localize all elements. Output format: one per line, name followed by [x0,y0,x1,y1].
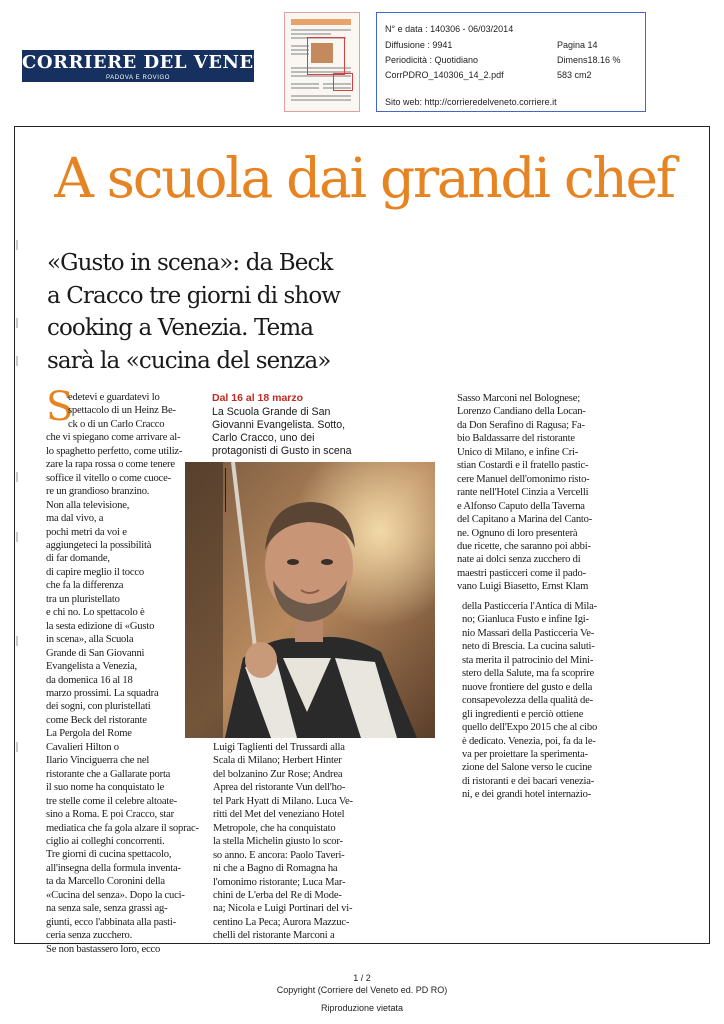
text-line: Aprea del ristorante Vun dell'ho- [213,782,346,794]
text-line: ristorante che a Gallarate porta [46,768,171,780]
text-line: giunti, ecco l'abbinata alla pasti- [46,916,176,928]
text-line: Evangelista a Venezia, [46,661,137,673]
text-line: di ristoranti e dei bacari venezia- [462,775,595,787]
logo-title: CORRIERE DEL VENETO [22,52,284,73]
text-line: l'omonimo ristorante; Luca Mar- [213,876,346,888]
text-line: è dedicato. Venezia, poi, fa da le- [462,735,596,747]
margin-mark [16,356,18,366]
caption-line: La Scuola Grande di San [212,406,331,418]
text-line: spettacolo di un Heinz Be- [68,405,176,417]
text-line: ciglio ai colleghi concorrenti. [46,835,165,847]
article-headline: A scuola dai grandi chef [54,146,674,210]
text-line: due ricette, che saranno poi abbi- [457,540,591,552]
text-line: e Alfonso Caputo della Taverna [457,500,585,512]
margin-mark [16,240,18,250]
text-line: tel Park Hyatt di Milano. Luca Ve- [213,795,353,807]
margin-mark [16,742,18,752]
subhead-line: «Gusto in scena»: da Beck [47,250,333,276]
article-subheadline [47,247,377,377]
margin-mark [16,472,18,482]
subhead-line: cooking a Venezia. Tema [47,315,314,341]
article-column-1 [46,391,206,956]
text-line: sino a Roma. E poi Cracco, star [46,809,174,821]
info-area: 583 cm2 [557,70,592,80]
text-line: ck o di un Carlo Cracco [68,418,165,430]
margin-mark [16,532,18,542]
text-line: na; Nicola e Luigi Portinari del vi- [213,903,353,915]
text-line: del bolzanino Zur Rose; Andrea [213,768,343,780]
text-line: pochi metri da voi e [46,526,127,538]
text-line: la stella Michelin giusto lo scor- [213,836,343,848]
text-line: il suo nome ha conquistato le [46,782,165,794]
caption-line: protagonisti di Gusto in scena [212,445,352,457]
reproduction-notice: Riproduzione vietata [320,1003,404,1013]
info-page: Pagina 14 [557,40,598,50]
text-line: tre stelle come il celebre altoate- [46,795,177,807]
chef-photo [185,462,435,738]
text-line: zare la rapa rossa o come tenere [46,459,175,471]
text-line: all'insegna della formula inventa- [46,862,181,874]
logo-subtitle: PADOVA E ROVIGO [105,75,171,81]
text-line: so anno. E ancora: Paolo Taveri- [213,849,345,861]
margin-mark [16,636,18,646]
info-file: CorrPDRO_140306_14_2.pdf [385,70,504,80]
text-line: Grande di San Giovanni [46,647,145,659]
info-diffusion: Diffusione : 9941 [385,40,453,50]
text-line: dei sogni, con pluristellati [46,701,151,713]
text-line: del Capitano a Marina del Canto- [457,514,593,526]
text-line: no; Gianluca Fusto e infine Igi- [462,614,589,626]
text-line: di far domande, [46,553,110,565]
margin-mark [16,318,18,328]
text-line: vano Luigi Biasetto, Ernst Klam [457,581,589,593]
subhead-line: a Cracco tre giorni di show [47,282,341,309]
press-info-box [376,12,646,112]
text-line: quello dell'Expo 2015 che al cibo [462,722,598,734]
text-line: Cavalieri Hilton o [46,741,119,753]
text-line: Se non bastassero loro, ecco [46,943,161,955]
text-line: re un grandioso branzino. [46,486,150,498]
copyright-notice: Copyright (Corriere del Veneto ed. PD RO) [276,985,448,995]
text-line: Ilario Vinciguerra che nel [46,755,150,767]
text-line: soffice il vitello o come cuoce- [46,472,171,484]
text-line: na senza sale, senza grassi ag- [46,903,168,915]
article-column-3-top [457,392,617,594]
text-line: da domenica 16 al 18 [46,674,133,686]
text-line: la sesta edizione di «Gusto [46,620,155,632]
text-line: centino La Peca; Aurora Mazzuc- [213,916,350,928]
text-line: ritti del Met del veneziano Hotel [213,809,345,821]
text-line: Scala di Milano; Herbert Hinter [213,755,342,767]
text-line: di capire meglio il tocco [46,566,144,578]
text-line: «Cucina del senza». Dopo la cuci- [46,889,185,901]
text-line: ne. Ognuno di loro presenterà [457,527,578,539]
caption-pointer-line [225,468,226,512]
text-line: edetevi e guardatevi lo [68,392,160,403]
text-line: mediatica che fa gola alzare il soprac- [46,822,199,834]
info-website: Sito web: http://corrieredelveneto.corriere.it [385,97,557,107]
text-line: della Pasticceria l'Antica di Mila- [462,601,597,612]
text-line: Metropole, che ha conquistato [213,822,336,834]
text-line: rante nell'Hotel Cinzia a Vercelli [457,487,589,499]
text-line: neto di Brescia. La cucina saluti- [462,641,595,653]
text-line: stian Costardi e il fratello pastic- [457,460,589,472]
text-line: ni che a Bagno di Romagna ha [213,863,338,875]
text-line: aggiungeteci la possibilità [46,539,152,551]
text-line: in scena», alla Scuola [46,634,134,646]
text-line: marzo prossimi. La squadra [46,687,159,699]
text-line: da Don Serafino di Ragusa; Fa- [457,419,585,431]
text-line: gli ingredienti e perciò ottiene [462,708,584,720]
caption-line: Giovanni Evangelista. Sotto, [212,419,346,431]
text-line: stero della Salute, ma fa scoprire [462,668,595,680]
caption-line: Carlo Cracco, uno dei [212,432,315,444]
info-number-date: N° e data : 140306 - 06/03/2014 [385,24,514,34]
text-line: zione del Salone verso le cucine [462,762,592,774]
text-line: ni, e dei grandi hotel internazio- [462,789,592,801]
article-column-2 [213,741,373,943]
photo-caption [212,406,372,458]
page-thumbnail [284,12,360,112]
text-line: nio Massari della Pasticceria Ve- [462,627,595,639]
subhead-line: sarà la «cucina del senza» [47,347,331,374]
text-line: La Pergola del Rome [46,728,132,740]
text-line: lo spaghetto perfetto, come utiliz- [46,445,183,457]
text-line: consapevolezza della qualità de- [462,695,593,707]
text-line: Unico di Milano, e infine Cri- [457,446,579,458]
text-line: cere Manuel dell'omonimo risto- [457,473,590,485]
chef-portrait-image [185,462,435,738]
text-line: Non alla televisione, [46,499,130,511]
text-line: Luigi Taglienti del Trussardi alla [213,742,345,753]
text-line: e chi no. Lo spettacolo è [46,607,145,619]
info-dimension: Dimens18.16 % [557,55,621,65]
text-line: ta da Marcello Coronini della [46,876,165,888]
text-line: sta merita il patrocinio del Mini- [462,654,594,666]
caption-heading: Dal 16 al 18 marzo [212,392,304,404]
text-line: ceria senza zucchero. [46,930,133,942]
text-line: che fa la differenza [46,580,124,592]
text-line: va per proiettare la sperimenta- [462,748,588,760]
text-line: tra un pluristellato [46,593,120,605]
text-line: chelli del ristorante Marconi a [213,930,335,942]
text-line: nuove frontiere del gusto e della [462,681,593,693]
article-column-3-bottom [462,600,622,802]
text-line: come Beck del ristorante [46,714,147,726]
info-periodicity: Periodicità : Quotidiano [385,55,479,65]
text-line: Sasso Marconi nel Bolognese; [457,393,580,404]
text-line: ma dal vivo, a [46,513,104,525]
text-line: che vi spiegano come arrivare al- [46,432,181,444]
text-line: maestri pasticceri come il pado- [457,567,586,579]
text-line: Tre giorni di cucina spettacolo, [46,849,172,861]
page-indicator: 1 / 2 [353,973,371,983]
drop-cap: S [46,384,74,430]
text-line: nate ai dolci senza zucchero di [457,554,581,566]
newspaper-logo [22,50,284,82]
text-line: chini de L'erba del Re di Mode- [213,889,342,901]
text-line: Lorenzo Candiano della Locan- [457,406,586,418]
text-line: bio Baldassarre del ristorante [457,433,575,445]
